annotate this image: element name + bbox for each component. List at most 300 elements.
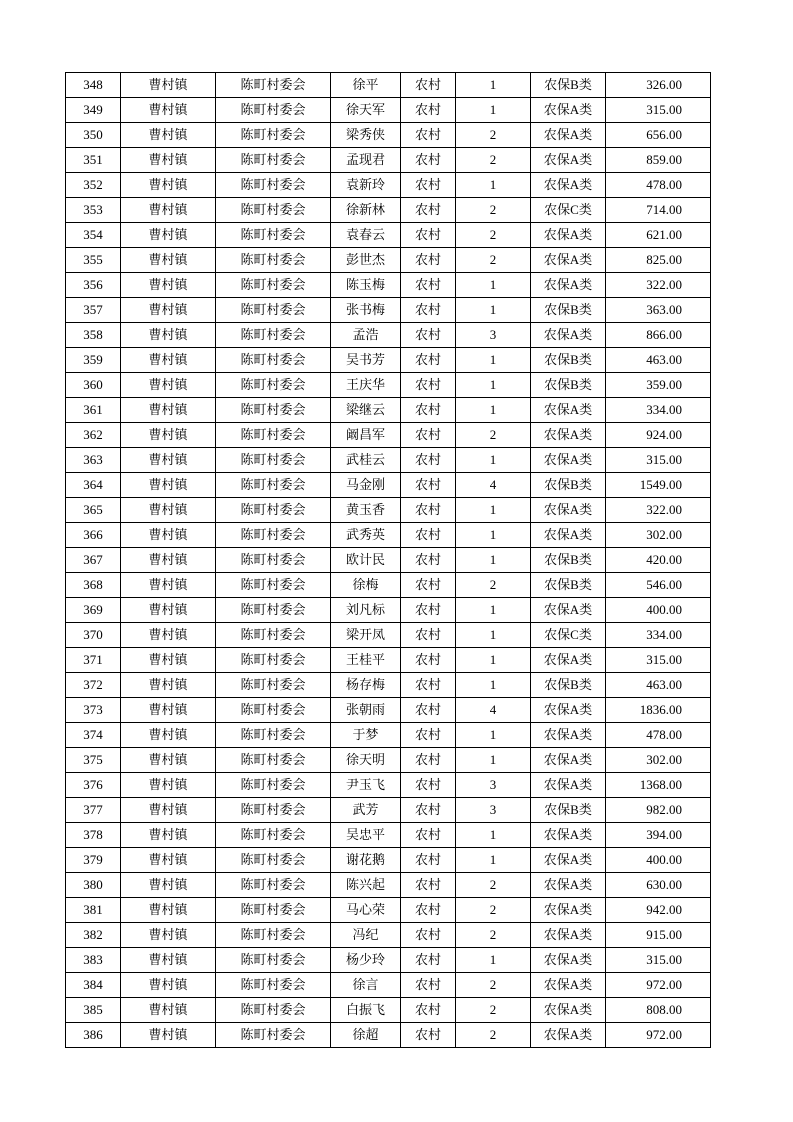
category-cell: 农保A类 [531, 423, 606, 448]
type-cell: 农村 [401, 323, 456, 348]
category-cell: 农保A类 [531, 98, 606, 123]
town-cell: 曹村镇 [121, 148, 216, 173]
count-cell: 1 [456, 348, 531, 373]
name-cell: 孟浩 [331, 323, 401, 348]
type-cell: 农村 [401, 748, 456, 773]
name-cell: 徐超 [331, 1023, 401, 1048]
category-cell: 农保A类 [531, 823, 606, 848]
name-cell: 孟现君 [331, 148, 401, 173]
table-row [66, 323, 711, 348]
village-cell: 陈町村委会 [216, 123, 331, 148]
town-cell: 曹村镇 [121, 798, 216, 823]
town-cell: 曹村镇 [121, 398, 216, 423]
category-cell: 农保A类 [531, 273, 606, 298]
category-cell: 农保A类 [531, 523, 606, 548]
serial-cell: 377 [66, 798, 121, 823]
serial-cell: 363 [66, 448, 121, 473]
table-row [66, 998, 711, 1023]
village-cell: 陈町村委会 [216, 98, 331, 123]
count-cell: 1 [456, 98, 531, 123]
amount-cell: 315.00 [606, 98, 711, 123]
town-cell: 曹村镇 [121, 598, 216, 623]
serial-cell: 356 [66, 273, 121, 298]
type-cell: 农村 [401, 673, 456, 698]
village-cell: 陈町村委会 [216, 948, 331, 973]
table-row [66, 923, 711, 948]
serial-cell: 351 [66, 148, 121, 173]
village-cell: 陈町村委会 [216, 998, 331, 1023]
name-cell: 徐言 [331, 973, 401, 998]
serial-cell: 380 [66, 873, 121, 898]
village-cell: 陈町村委会 [216, 248, 331, 273]
table-row [66, 623, 711, 648]
town-cell: 曹村镇 [121, 248, 216, 273]
type-cell: 农村 [401, 298, 456, 323]
category-cell: 农保B类 [531, 673, 606, 698]
name-cell: 于梦 [331, 723, 401, 748]
amount-cell: 924.00 [606, 423, 711, 448]
village-cell: 陈町村委会 [216, 873, 331, 898]
name-cell: 刘凡标 [331, 598, 401, 623]
village-cell: 陈町村委会 [216, 798, 331, 823]
count-cell: 2 [456, 573, 531, 598]
count-cell: 3 [456, 323, 531, 348]
amount-cell: 359.00 [606, 373, 711, 398]
count-cell: 1 [456, 823, 531, 848]
category-cell: 农保B类 [531, 548, 606, 573]
amount-cell: 1836.00 [606, 698, 711, 723]
town-cell: 曹村镇 [121, 898, 216, 923]
village-cell: 陈町村委会 [216, 748, 331, 773]
serial-cell: 368 [66, 573, 121, 598]
name-cell: 徐天明 [331, 748, 401, 773]
type-cell: 农村 [401, 498, 456, 523]
table-row [66, 898, 711, 923]
table-row [66, 373, 711, 398]
table-row [66, 748, 711, 773]
serial-cell: 358 [66, 323, 121, 348]
category-cell: 农保A类 [531, 248, 606, 273]
village-cell: 陈町村委会 [216, 823, 331, 848]
count-cell: 2 [456, 248, 531, 273]
name-cell: 徐天军 [331, 98, 401, 123]
village-cell: 陈町村委会 [216, 898, 331, 923]
amount-cell: 1549.00 [606, 473, 711, 498]
village-cell: 陈町村委会 [216, 623, 331, 648]
serial-cell: 349 [66, 98, 121, 123]
town-cell: 曹村镇 [121, 823, 216, 848]
town-cell: 曹村镇 [121, 273, 216, 298]
type-cell: 农村 [401, 198, 456, 223]
amount-cell: 400.00 [606, 598, 711, 623]
serial-cell: 369 [66, 598, 121, 623]
type-cell: 农村 [401, 448, 456, 473]
name-cell: 徐新林 [331, 198, 401, 223]
type-cell: 农村 [401, 823, 456, 848]
count-cell: 1 [456, 298, 531, 323]
amount-cell: 656.00 [606, 123, 711, 148]
town-cell: 曹村镇 [121, 123, 216, 148]
serial-cell: 379 [66, 848, 121, 873]
table-row [66, 1023, 711, 1048]
table-row [66, 73, 711, 98]
name-cell: 马心荣 [331, 898, 401, 923]
village-cell: 陈町村委会 [216, 673, 331, 698]
count-cell: 4 [456, 473, 531, 498]
town-cell: 曹村镇 [121, 573, 216, 598]
amount-cell: 315.00 [606, 648, 711, 673]
category-cell: 农保C类 [531, 623, 606, 648]
name-cell: 陈玉梅 [331, 273, 401, 298]
town-cell: 曹村镇 [121, 1023, 216, 1048]
town-cell: 曹村镇 [121, 323, 216, 348]
table-row [66, 673, 711, 698]
village-cell: 陈町村委会 [216, 848, 331, 873]
serial-cell: 375 [66, 748, 121, 773]
name-cell: 梁继云 [331, 398, 401, 423]
name-cell: 冯纪 [331, 923, 401, 948]
town-cell: 曹村镇 [121, 448, 216, 473]
amount-cell: 478.00 [606, 173, 711, 198]
name-cell: 欧计民 [331, 548, 401, 573]
village-cell: 陈町村委会 [216, 548, 331, 573]
serial-cell: 354 [66, 223, 121, 248]
type-cell: 农村 [401, 998, 456, 1023]
type-cell: 农村 [401, 398, 456, 423]
count-cell: 1 [456, 523, 531, 548]
category-cell: 农保A类 [531, 173, 606, 198]
table-row [66, 398, 711, 423]
town-cell: 曹村镇 [121, 923, 216, 948]
serial-cell: 385 [66, 998, 121, 1023]
amount-cell: 1368.00 [606, 773, 711, 798]
name-cell: 杨存梅 [331, 673, 401, 698]
village-cell: 陈町村委会 [216, 398, 331, 423]
serial-cell: 383 [66, 948, 121, 973]
type-cell: 农村 [401, 773, 456, 798]
name-cell: 谢花鹅 [331, 848, 401, 873]
serial-cell: 359 [66, 348, 121, 373]
village-cell: 陈町村委会 [216, 698, 331, 723]
village-cell: 陈町村委会 [216, 298, 331, 323]
town-cell: 曹村镇 [121, 673, 216, 698]
table-row [66, 773, 711, 798]
village-cell: 陈町村委会 [216, 273, 331, 298]
table-row [66, 723, 711, 748]
town-cell: 曹村镇 [121, 473, 216, 498]
type-cell: 农村 [401, 598, 456, 623]
type-cell: 农村 [401, 148, 456, 173]
type-cell: 农村 [401, 723, 456, 748]
serial-cell: 382 [66, 923, 121, 948]
serial-cell: 372 [66, 673, 121, 698]
table-row [66, 573, 711, 598]
category-cell: 农保B类 [531, 348, 606, 373]
type-cell: 农村 [401, 523, 456, 548]
count-cell: 2 [456, 923, 531, 948]
type-cell: 农村 [401, 1023, 456, 1048]
serial-cell: 352 [66, 173, 121, 198]
amount-cell: 322.00 [606, 273, 711, 298]
village-cell: 陈町村委会 [216, 573, 331, 598]
serial-cell: 381 [66, 898, 121, 923]
amount-cell: 420.00 [606, 548, 711, 573]
village-cell: 陈町村委会 [216, 323, 331, 348]
village-cell: 陈町村委会 [216, 223, 331, 248]
count-cell: 2 [456, 1023, 531, 1048]
type-cell: 农村 [401, 573, 456, 598]
amount-cell: 808.00 [606, 998, 711, 1023]
count-cell: 1 [456, 673, 531, 698]
count-cell: 1 [456, 948, 531, 973]
type-cell: 农村 [401, 798, 456, 823]
town-cell: 曹村镇 [121, 423, 216, 448]
table-row [66, 873, 711, 898]
serial-cell: 353 [66, 198, 121, 223]
table-row [66, 198, 711, 223]
town-cell: 曹村镇 [121, 98, 216, 123]
type-cell: 农村 [401, 473, 456, 498]
town-cell: 曹村镇 [121, 348, 216, 373]
type-cell: 农村 [401, 898, 456, 923]
category-cell: 农保A类 [531, 323, 606, 348]
amount-cell: 630.00 [606, 873, 711, 898]
table-row [66, 523, 711, 548]
amount-cell: 302.00 [606, 523, 711, 548]
category-cell: 农保A类 [531, 598, 606, 623]
count-cell: 1 [456, 848, 531, 873]
amount-cell: 825.00 [606, 248, 711, 273]
village-cell: 陈町村委会 [216, 973, 331, 998]
count-cell: 1 [456, 73, 531, 98]
count-cell: 2 [456, 148, 531, 173]
count-cell: 1 [456, 448, 531, 473]
table-row [66, 948, 711, 973]
village-cell: 陈町村委会 [216, 148, 331, 173]
type-cell: 农村 [401, 948, 456, 973]
village-cell: 陈町村委会 [216, 723, 331, 748]
amount-cell: 334.00 [606, 623, 711, 648]
table-row [66, 648, 711, 673]
serial-cell: 362 [66, 423, 121, 448]
town-cell: 曹村镇 [121, 498, 216, 523]
serial-cell: 364 [66, 473, 121, 498]
category-cell: 农保A类 [531, 148, 606, 173]
type-cell: 农村 [401, 248, 456, 273]
table-row [66, 598, 711, 623]
type-cell: 农村 [401, 623, 456, 648]
category-cell: 农保B类 [531, 298, 606, 323]
category-cell: 农保A类 [531, 648, 606, 673]
town-cell: 曹村镇 [121, 373, 216, 398]
amount-cell: 463.00 [606, 348, 711, 373]
category-cell: 农保A类 [531, 223, 606, 248]
count-cell: 1 [456, 623, 531, 648]
table-row [66, 473, 711, 498]
town-cell: 曹村镇 [121, 748, 216, 773]
town-cell: 曹村镇 [121, 73, 216, 98]
name-cell: 张朝雨 [331, 698, 401, 723]
count-cell: 2 [456, 973, 531, 998]
amount-cell: 315.00 [606, 448, 711, 473]
amount-cell: 322.00 [606, 498, 711, 523]
amount-cell: 982.00 [606, 798, 711, 823]
count-cell: 2 [456, 998, 531, 1023]
village-cell: 陈町村委会 [216, 348, 331, 373]
serial-cell: 361 [66, 398, 121, 423]
count-cell: 2 [456, 198, 531, 223]
amount-cell: 478.00 [606, 723, 711, 748]
name-cell: 徐梅 [331, 573, 401, 598]
village-cell: 陈町村委会 [216, 73, 331, 98]
table-row [66, 973, 711, 998]
count-cell: 2 [456, 898, 531, 923]
amount-cell: 972.00 [606, 973, 711, 998]
category-cell: 农保A类 [531, 898, 606, 923]
name-cell: 武桂云 [331, 448, 401, 473]
town-cell: 曹村镇 [121, 298, 216, 323]
count-cell: 3 [456, 798, 531, 823]
category-cell: 农保A类 [531, 698, 606, 723]
serial-cell: 384 [66, 973, 121, 998]
type-cell: 农村 [401, 923, 456, 948]
amount-cell: 394.00 [606, 823, 711, 848]
table-row [66, 698, 711, 723]
type-cell: 农村 [401, 548, 456, 573]
town-cell: 曹村镇 [121, 173, 216, 198]
table-row [66, 798, 711, 823]
serial-cell: 350 [66, 123, 121, 148]
category-cell: 农保A类 [531, 773, 606, 798]
type-cell: 农村 [401, 698, 456, 723]
table-row [66, 298, 711, 323]
serial-cell: 365 [66, 498, 121, 523]
count-cell: 1 [456, 498, 531, 523]
town-cell: 曹村镇 [121, 848, 216, 873]
name-cell: 尹玉飞 [331, 773, 401, 798]
village-cell: 陈町村委会 [216, 173, 331, 198]
amount-cell: 315.00 [606, 948, 711, 973]
category-cell: 农保A类 [531, 923, 606, 948]
table-row [66, 423, 711, 448]
table-row [66, 148, 711, 173]
count-cell: 1 [456, 173, 531, 198]
category-cell: 农保A类 [531, 973, 606, 998]
category-cell: 农保A类 [531, 123, 606, 148]
amount-cell: 866.00 [606, 323, 711, 348]
count-cell: 2 [456, 223, 531, 248]
type-cell: 农村 [401, 873, 456, 898]
name-cell: 王庆华 [331, 373, 401, 398]
serial-cell: 360 [66, 373, 121, 398]
serial-cell: 370 [66, 623, 121, 648]
village-cell: 陈町村委会 [216, 523, 331, 548]
table-row [66, 248, 711, 273]
amount-cell: 915.00 [606, 923, 711, 948]
village-cell: 陈町村委会 [216, 423, 331, 448]
village-cell: 陈町村委会 [216, 923, 331, 948]
count-cell: 1 [456, 598, 531, 623]
village-cell: 陈町村委会 [216, 198, 331, 223]
category-cell: 农保A类 [531, 498, 606, 523]
town-cell: 曹村镇 [121, 723, 216, 748]
village-cell: 陈町村委会 [216, 1023, 331, 1048]
town-cell: 曹村镇 [121, 998, 216, 1023]
category-cell: 农保B类 [531, 373, 606, 398]
table-row [66, 273, 711, 298]
count-cell: 2 [456, 123, 531, 148]
count-cell: 1 [456, 648, 531, 673]
name-cell: 彭世杰 [331, 248, 401, 273]
name-cell: 袁新玲 [331, 173, 401, 198]
category-cell: 农保A类 [531, 1023, 606, 1048]
type-cell: 农村 [401, 123, 456, 148]
category-cell: 农保A类 [531, 748, 606, 773]
town-cell: 曹村镇 [121, 523, 216, 548]
category-cell: 农保A类 [531, 873, 606, 898]
serial-cell: 367 [66, 548, 121, 573]
amount-cell: 546.00 [606, 573, 711, 598]
serial-cell: 348 [66, 73, 121, 98]
name-cell: 袁春云 [331, 223, 401, 248]
count-cell: 1 [456, 548, 531, 573]
town-cell: 曹村镇 [121, 198, 216, 223]
type-cell: 农村 [401, 423, 456, 448]
table-row [66, 223, 711, 248]
count-cell: 4 [456, 698, 531, 723]
count-cell: 1 [456, 723, 531, 748]
category-cell: 农保A类 [531, 998, 606, 1023]
serial-cell: 376 [66, 773, 121, 798]
serial-cell: 371 [66, 648, 121, 673]
table-row [66, 498, 711, 523]
village-cell: 陈町村委会 [216, 373, 331, 398]
category-cell: 农保A类 [531, 398, 606, 423]
village-cell: 陈町村委会 [216, 473, 331, 498]
table-row [66, 173, 711, 198]
serial-cell: 355 [66, 248, 121, 273]
name-cell: 王桂平 [331, 648, 401, 673]
name-cell: 徐平 [331, 73, 401, 98]
category-cell: 农保A类 [531, 723, 606, 748]
amount-cell: 859.00 [606, 148, 711, 173]
name-cell: 阚昌军 [331, 423, 401, 448]
serial-cell: 373 [66, 698, 121, 723]
town-cell: 曹村镇 [121, 223, 216, 248]
name-cell: 马金刚 [331, 473, 401, 498]
amount-cell: 326.00 [606, 73, 711, 98]
town-cell: 曹村镇 [121, 623, 216, 648]
count-cell: 3 [456, 773, 531, 798]
category-cell: 农保A类 [531, 948, 606, 973]
amount-cell: 302.00 [606, 748, 711, 773]
town-cell: 曹村镇 [121, 948, 216, 973]
village-cell: 陈町村委会 [216, 648, 331, 673]
type-cell: 农村 [401, 73, 456, 98]
village-cell: 陈町村委会 [216, 498, 331, 523]
name-cell: 陈兴起 [331, 873, 401, 898]
count-cell: 2 [456, 423, 531, 448]
serial-cell: 366 [66, 523, 121, 548]
amount-cell: 714.00 [606, 198, 711, 223]
name-cell: 武秀英 [331, 523, 401, 548]
town-cell: 曹村镇 [121, 648, 216, 673]
records-table [65, 72, 711, 1048]
type-cell: 农村 [401, 98, 456, 123]
name-cell: 张书梅 [331, 298, 401, 323]
table-row [66, 348, 711, 373]
amount-cell: 972.00 [606, 1023, 711, 1048]
